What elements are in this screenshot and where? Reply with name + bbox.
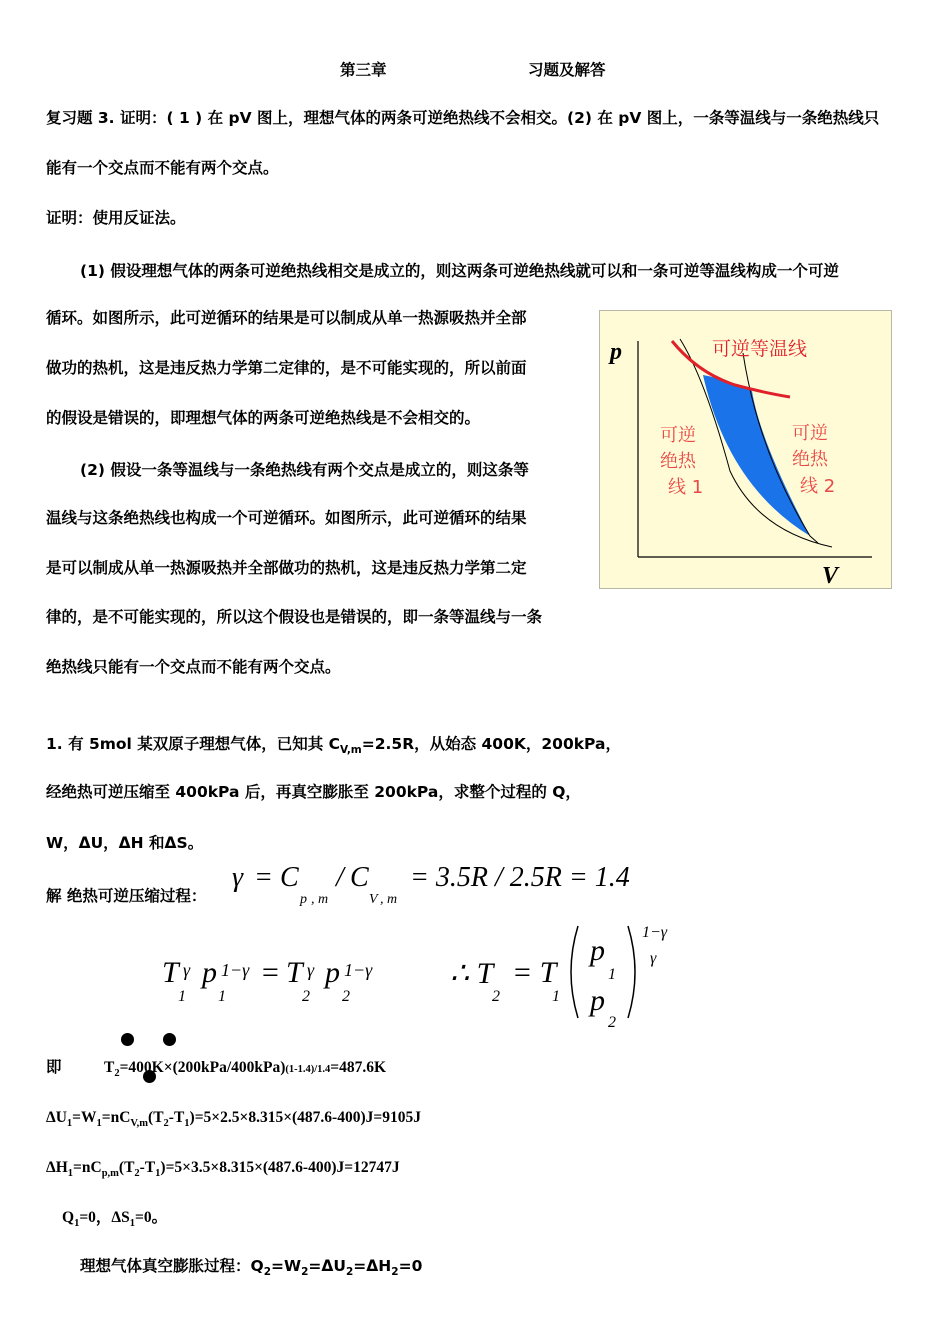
adiabat1-label-c: 线 1: [668, 477, 704, 498]
calc-u1-c: =nC: [101, 1109, 131, 1126]
calc-q1-c: =0。: [134, 1209, 168, 1226]
calc-vac-e: =0: [398, 1257, 423, 1275]
eq-gamma-sub-m2: m: [387, 892, 398, 907]
chapter-title: 第三章: [340, 61, 387, 79]
calc-h1-c: (T: [118, 1159, 135, 1176]
proof-part2-line2: 温线与这条绝热线也构成一个可逆循环。如图所示，此可逆循环的结果: [46, 509, 527, 527]
eq-gamma-sub-v: V: [369, 892, 378, 907]
calc-q1-a: Q: [62, 1209, 75, 1226]
calc-vac-d: =ΔH: [353, 1257, 392, 1275]
problem1-line1-sub: V,m: [340, 744, 362, 757]
eq-tp-therefore: ∴ T: [450, 957, 494, 990]
calc-q1: [62, 1208, 167, 1228]
calc-q1-b: =0，ΔS: [79, 1209, 130, 1226]
eq-tp-p1: p: [202, 956, 217, 989]
calc-h1-d: -T: [139, 1159, 156, 1176]
eq-tp-exp2: 1−γ: [344, 960, 373, 980]
proof-part1-line4: 的假设是错误的，即理想气体的两条可逆绝热线是不会相交的。: [46, 409, 481, 427]
eq-gamma-slash: /: [336, 862, 344, 893]
section-heading: 习题及解答: [528, 61, 606, 79]
calc-h1-s4: 1: [155, 1168, 161, 1180]
eq-tp-rhs-t1: = T: [512, 956, 557, 989]
proof-part2-line5: 绝热线只能有一个交点而不能有两个交点。: [46, 658, 341, 676]
calc-u1-s2: 1: [96, 1118, 102, 1130]
calc-u1-e: -T: [168, 1109, 185, 1126]
p-axis-label: p: [610, 339, 622, 365]
calc-u1-f: )=5×2.5×8.315×(487.6-400)J=9105J: [189, 1109, 421, 1126]
eq-tp-sub-t1: 1: [178, 988, 186, 1005]
adiabat1-label-a: 可逆: [660, 425, 696, 446]
calc-t2-a: T: [104, 1059, 115, 1076]
eq-tp-exp-den: γ: [650, 950, 657, 967]
eq-tp-gamma2: γ: [307, 960, 315, 980]
calc-h1-s1: 1: [67, 1168, 74, 1180]
calc-u1-b: =W: [72, 1109, 97, 1126]
eq-tp-sub-t2: 2: [302, 988, 310, 1005]
proof-part1-line2: 循环。如图所示，此可逆循环的结果是可以制成从单一热源吸热并全部: [46, 309, 527, 327]
bullet-dot: [121, 1033, 134, 1046]
calc-h1-s3: 2: [134, 1168, 140, 1180]
calc-u1-a: ΔU: [46, 1109, 67, 1126]
eq-tp-frac-den: p: [590, 984, 605, 1017]
calc-u1-s5: 1: [184, 1118, 190, 1130]
eq-gamma-sub-comma1: ,: [311, 892, 315, 907]
eq-gamma-sub-comma2: ,: [380, 892, 384, 907]
calc-vac-b: =W: [271, 1257, 302, 1275]
right-paren: [624, 922, 644, 1022]
calc-u1-s1: 1: [66, 1118, 73, 1130]
calc-t2: [104, 1058, 386, 1080]
eq-tp-sub-p1: 1: [218, 988, 226, 1005]
adiabat2-label-b: 绝热: [792, 449, 828, 470]
calc-vac-c: =ΔU: [308, 1257, 346, 1275]
v-axis-label: V: [822, 563, 839, 588]
proof-part1-line3: 做功的热机，这是违反热力学第二定律的，是不可能实现的，所以前面: [46, 359, 527, 377]
eq-tp-gamma1: γ: [183, 960, 191, 980]
calc-vac-s4: 2: [391, 1266, 399, 1279]
eq-gamma-rhs: = 3.5R / 2.5R = 1.4: [410, 862, 630, 893]
solution-label: 解 绝热可逆压缩过程：: [46, 887, 207, 905]
eq-tp-sub-rt2: 2: [492, 988, 500, 1005]
calc-u1-s4: 2: [163, 1118, 169, 1130]
eq-gamma-sub-p: p: [300, 892, 307, 907]
proof-part2-line4: 律的，是不可能实现的，所以这个假设也是错误的，即一条等温线与一条: [46, 608, 543, 626]
calc-h1-e: )=5×3.5×8.315×(487.6-400)J=12747J: [160, 1159, 400, 1176]
proof-part2-line3: 是可以制成从单一热源吸热并全部做功的热机，这是违反热力学第二定: [46, 559, 527, 577]
proof-intro: 证明：使用反证法。: [46, 209, 186, 227]
calc-t2-c: =487.6K: [330, 1059, 387, 1076]
calc-t2-b: =400K×(200kPa/400kPa): [119, 1059, 286, 1076]
eq-gamma-sub-m1: m: [318, 892, 329, 907]
eq-gamma-cv: C: [350, 862, 369, 893]
eq-tp-frac-den-sub: 2: [608, 1014, 616, 1031]
calc-vac-a: 理想气体真空膨胀过程：Q: [80, 1257, 264, 1275]
calc-h1-s2: p,m: [101, 1168, 119, 1180]
eq-tp-frac-num-sub: 1: [608, 966, 616, 983]
calc-q1-s2: 1: [129, 1218, 135, 1230]
proof-part2-line1: (2) 假设一条等温线与一条绝热线有两个交点是成立的，则这条等: [80, 461, 529, 479]
calc-q1-s1: 1: [74, 1218, 80, 1230]
eq-tp-exp1: 1−γ: [221, 960, 250, 980]
calc-vac-s2: 2: [301, 1266, 309, 1279]
calc-h1-a: ΔH: [46, 1159, 68, 1176]
bullet-dot: [163, 1033, 176, 1046]
review-question-line1: 复习题 3. 证明：( 1 ) 在 pV 图上，理想气体的两条可逆绝热线不会相交。(2) 在 pV 图上，一条等温线与一条绝热线只: [46, 109, 880, 127]
calc-delta-u1: [46, 1108, 421, 1128]
calc-delta-h1: [46, 1158, 400, 1178]
calc-u1-s3: V,m: [130, 1118, 149, 1130]
eq-tp-frac-num: p: [590, 934, 605, 967]
problem1-line1-b: =2.5R，从始态 400K，200kPa，: [361, 735, 621, 753]
left-paren: [562, 922, 582, 1022]
eq-tp-sub-rt1: 1: [552, 988, 560, 1005]
isotherm-label: 可逆等温线: [712, 338, 808, 360]
eq-tp-exp-num: 1−γ: [642, 924, 668, 941]
adiabat1-label-b: 绝热: [660, 451, 696, 472]
calc-h1-b: =nC: [73, 1159, 102, 1176]
problem1-line1-a: 1. 有 5mol 某双原子理想气体，已知其 C: [46, 735, 341, 753]
calc-vac-s3: 2: [345, 1266, 354, 1279]
proof-part1-line1: (1) 假设理想气体的两条可逆绝热线相交是成立的，则这两条可逆绝热线就可以和一条可逆等温线构成一个可逆: [80, 262, 839, 280]
calc-u1-d: (T: [148, 1109, 164, 1126]
pv-diagram: [599, 310, 892, 589]
calc-vac-s1: 2: [263, 1266, 271, 1279]
adiabat2-label-a: 可逆: [792, 423, 828, 444]
eq-gamma-symbol: γ: [232, 862, 244, 893]
review-question-line2: 能有一个交点而不能有两个交点。: [46, 159, 279, 177]
problem1-line3: W，ΔU，ΔH 和ΔS。: [46, 834, 204, 852]
eq-tp-t1: T: [162, 956, 179, 989]
eq-gamma-equals: =: [254, 862, 273, 893]
adiabat2-label-c: 线 2: [800, 476, 836, 497]
eq-tp-t2: T: [286, 956, 303, 989]
calc-t2-sub: 2: [114, 1068, 120, 1080]
calc-t2-exp: (1-1.4)/1.4: [285, 1064, 331, 1075]
problem1-line2: 经绝热可逆压缩至 400kPa 后，再真空膨胀至 200kPa，求整个过程的 Q，: [46, 783, 581, 801]
eq-tp-sub-p2: 2: [342, 988, 350, 1005]
eq-tp-equals: =: [260, 956, 281, 989]
calc-vacuum-expansion: [80, 1256, 423, 1279]
problem1-line1: [46, 734, 621, 757]
calc-ji: 即: [46, 1058, 62, 1076]
eq-gamma-cp: C: [280, 862, 299, 893]
eq-tp-p2: p: [325, 956, 340, 989]
